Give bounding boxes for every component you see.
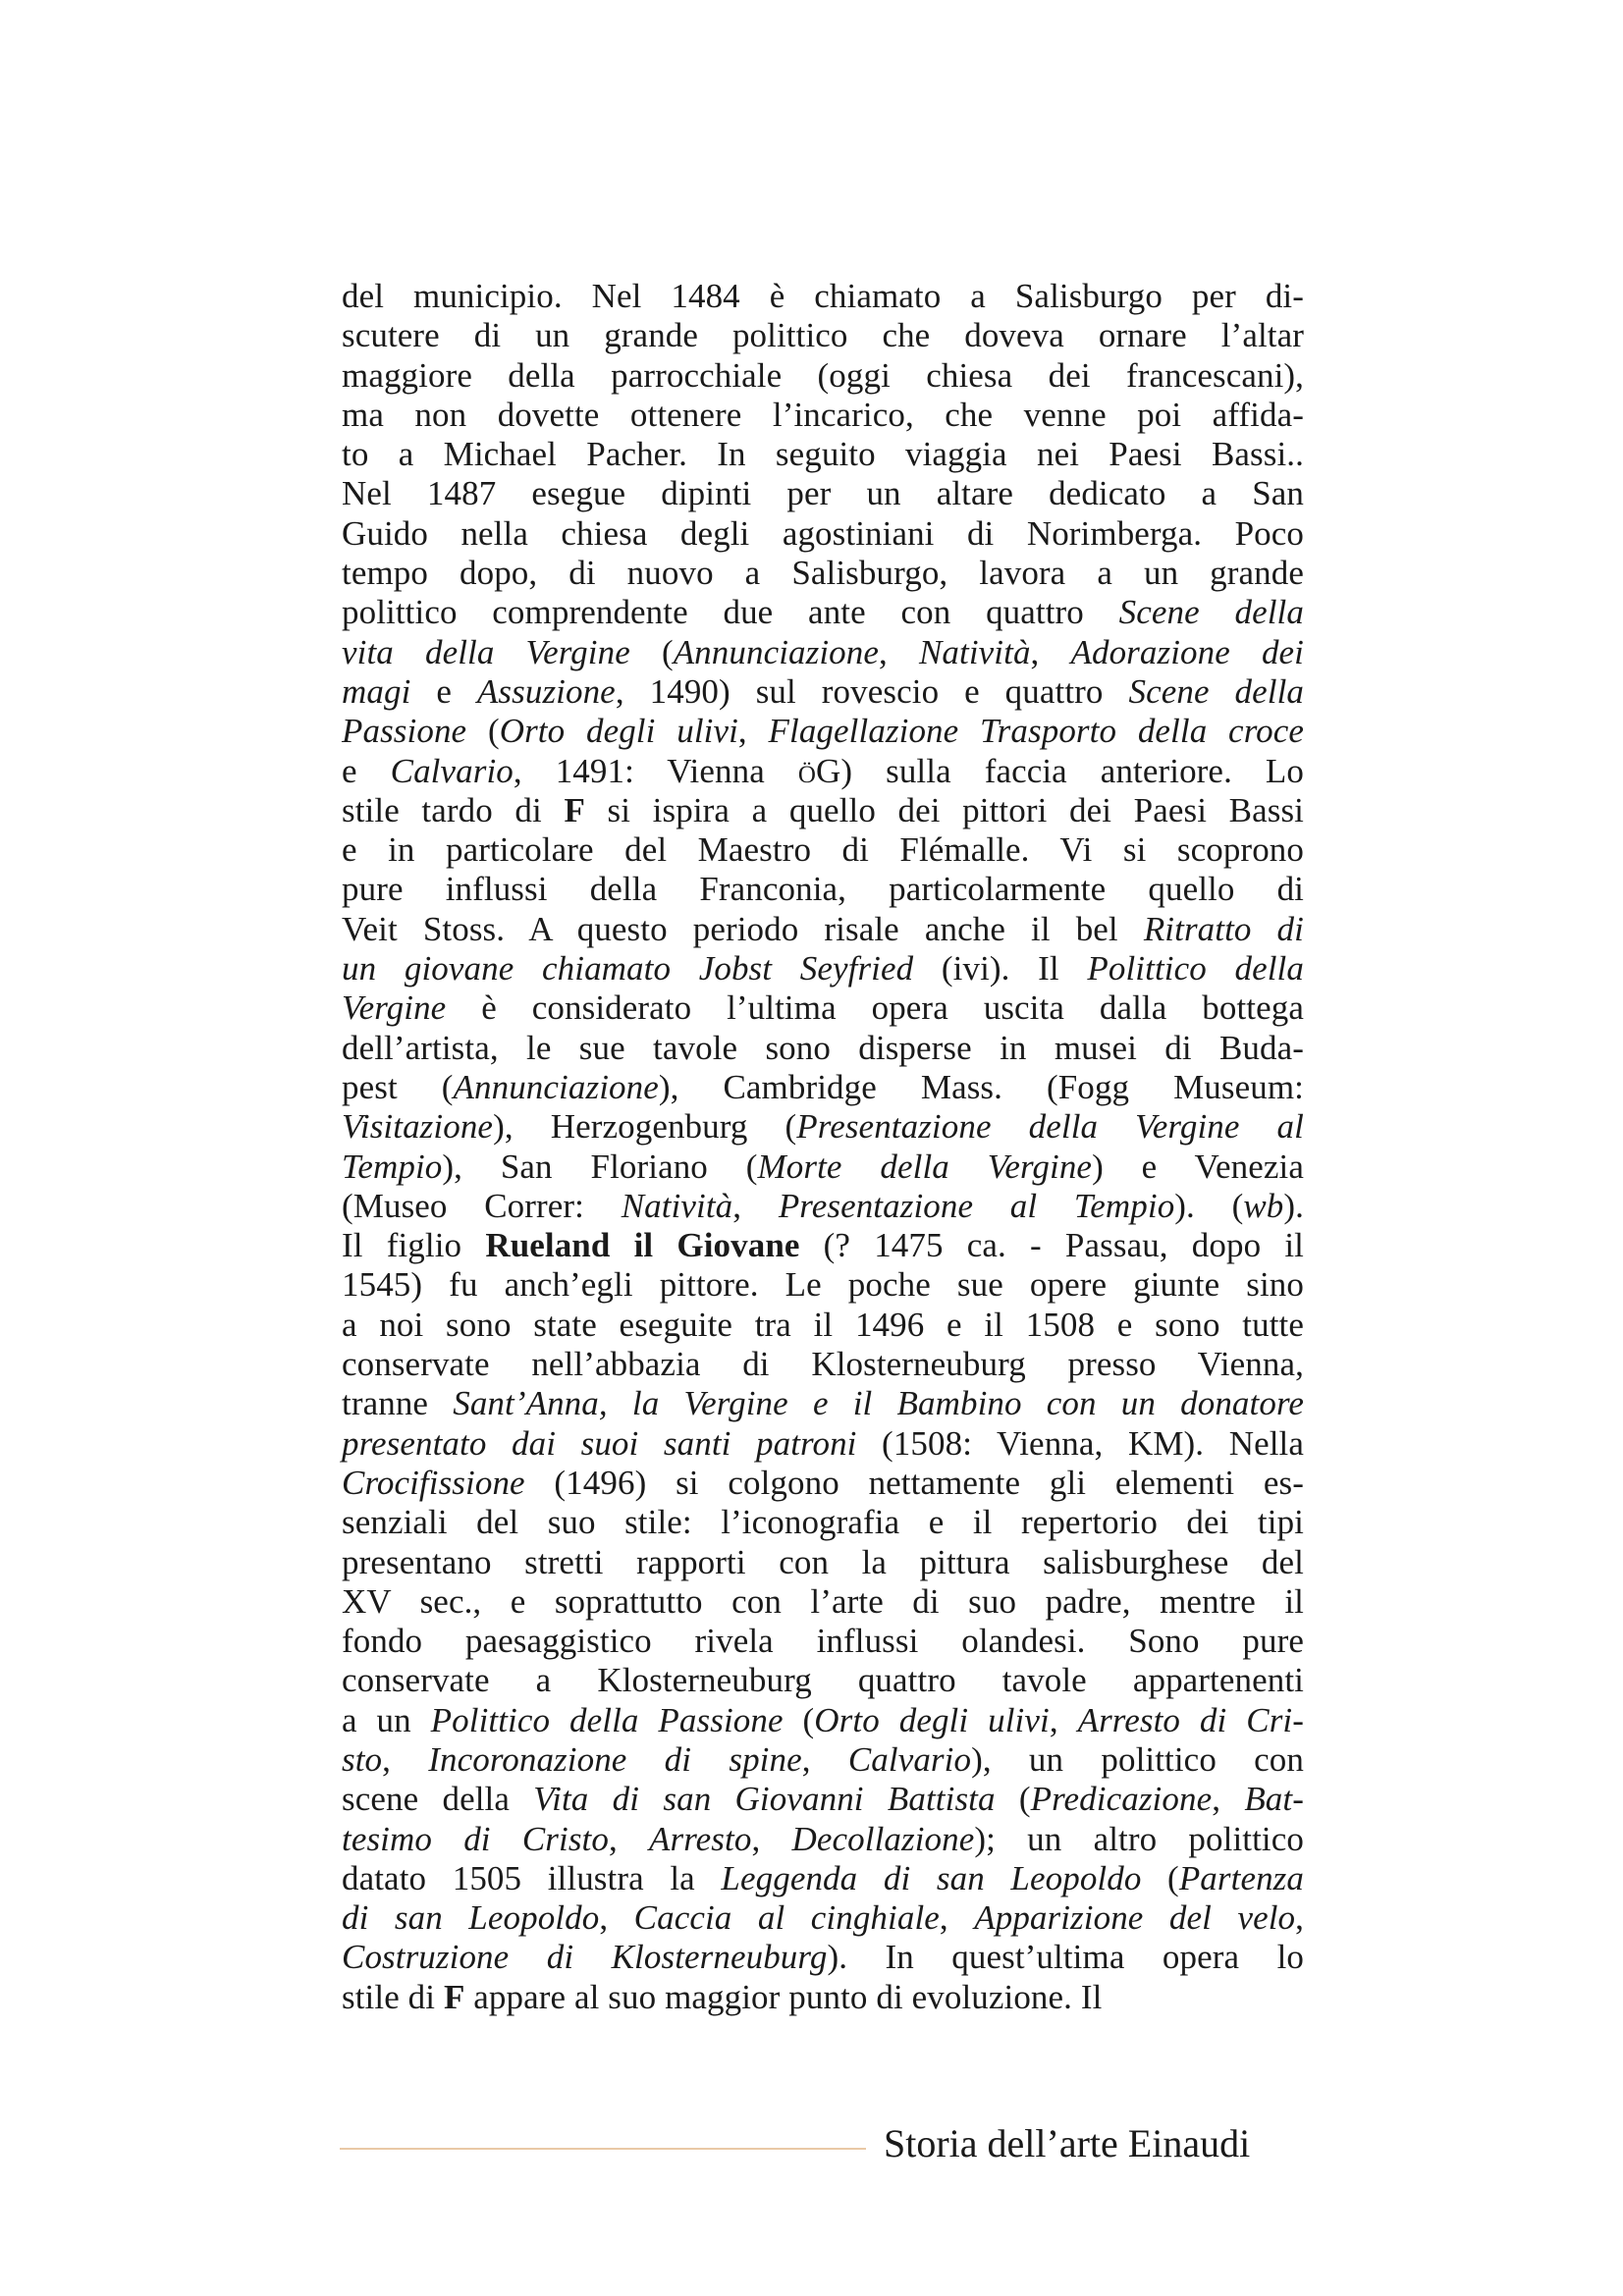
text-run: ); un altro polittico — [974, 1819, 1304, 1858]
text-run: a un — [342, 1700, 431, 1739]
italic-run: Annunciazione — [453, 1067, 659, 1106]
text-line — [342, 752, 1304, 791]
footer-publisher: Storia dell’arte Einaudi — [884, 2121, 1251, 2165]
text-run: ). ( — [1174, 1186, 1244, 1225]
text-line — [342, 554, 1304, 593]
italic-run: Polittico della Passione — [430, 1700, 784, 1739]
italic-run: Calvario — [847, 1739, 972, 1779]
bold-run: F — [443, 1977, 465, 2016]
text-line — [342, 1898, 1304, 1938]
footer-rule — [340, 2148, 866, 2150]
italic-run: Presentazione al Tempio — [778, 1186, 1175, 1225]
italic-run: Decollazione — [791, 1819, 975, 1858]
text-line — [342, 1661, 1304, 1700]
italic-run: Sant’Anna, la Vergine e il Bambino con un donatore — [453, 1384, 1305, 1423]
text-line — [342, 1543, 1304, 1582]
text-line — [342, 1938, 1304, 1977]
italic-run: Natività — [918, 632, 1031, 671]
text-line — [342, 712, 1304, 751]
italic-run: Orto degli ulivi — [814, 1700, 1050, 1739]
italic-run: magi — [342, 671, 411, 711]
italic-run: Morte della Vergine — [757, 1147, 1093, 1186]
text-line — [342, 1029, 1304, 1068]
text-run: scene della — [342, 1780, 534, 1819]
italic-run: Apparizione del velo — [974, 1898, 1296, 1938]
text-line — [342, 1107, 1304, 1147]
italic-run: Costruzione di Klosterneuburg — [342, 1938, 828, 1977]
text-line — [342, 1265, 1304, 1305]
italic-run: Crocifissione — [342, 1463, 525, 1502]
text-run: conservate nell’abbazia di Klosterneuburg presso Vienna, — [342, 1345, 1304, 1384]
italic-run: Caccia al cinghiale — [633, 1898, 940, 1938]
text-run: appare al suo maggior punto di evoluzione. Il — [464, 1977, 1103, 2016]
text-line — [342, 988, 1304, 1028]
italic-run: sto — [342, 1739, 383, 1779]
text-line — [342, 1345, 1304, 1384]
text-run: ). — [1283, 1186, 1304, 1225]
italic-run: Visitazione — [342, 1107, 494, 1147]
text-line — [342, 830, 1304, 870]
italic-run: Natività — [621, 1186, 733, 1225]
smallcaps-run: KM — [1127, 1423, 1184, 1463]
text-run: si ispira a quello dei pittori dei Paesi Bassi — [584, 790, 1304, 829]
text-run: , — [1212, 1780, 1245, 1819]
text-run: scutere di un grande polittico che doveva ornare l’altar — [342, 316, 1304, 355]
italic-run: Partenza — [1178, 1858, 1305, 1897]
text-run: stile tardo di — [342, 790, 565, 829]
text-run: ), San Floriano ( — [442, 1147, 758, 1186]
text-run: , — [382, 1739, 429, 1779]
italic-run: di san Leopoldo — [342, 1898, 600, 1938]
text-run: ), Herzogenburg ( — [493, 1107, 797, 1147]
text-line — [342, 1226, 1304, 1265]
italic-run: Scene della — [1118, 593, 1304, 632]
text-line — [342, 277, 1304, 316]
italic-run: Scene della — [1128, 671, 1304, 711]
text-run: ( — [629, 632, 674, 671]
text-line — [342, 1780, 1304, 1819]
italic-run: Calvario — [390, 751, 514, 790]
text-run: to a Michael Pacher. In seguito viaggia nei Paesi Bassi.. — [342, 435, 1304, 474]
text-line — [342, 1582, 1304, 1622]
italic-run: Annunciazione — [673, 632, 880, 671]
text-run: a noi sono state eseguite tra il 1496 e il 1508 e sono tutte — [342, 1305, 1304, 1344]
text-run: ( — [466, 712, 500, 751]
italic-run: presentato dai suoi santi patroni — [342, 1423, 857, 1463]
italic-run: Predicazione — [1030, 1780, 1213, 1819]
italic-run: Incoronazione di spine — [428, 1739, 802, 1779]
text-run: XV sec., e soprattutto con l’arte di suo padre, mentre il — [342, 1581, 1304, 1621]
text-run: , — [879, 632, 919, 671]
text-run: e — [342, 751, 391, 790]
text-run: tranne — [342, 1384, 454, 1423]
text-run: polittico comprendente due ante con quattro — [342, 593, 1119, 632]
text-run: pest ( — [342, 1067, 454, 1106]
text-line — [342, 514, 1304, 554]
text-run: ), Cambridge Mass. (Fogg Museum: — [658, 1067, 1304, 1106]
text-line — [342, 1503, 1304, 1542]
text-run: datato 1505 illustra la — [342, 1858, 722, 1897]
italic-run: Ritratto di — [1143, 909, 1304, 948]
text-line — [342, 1424, 1304, 1464]
text-line — [342, 1859, 1304, 1898]
text-run: ). In quest’ultima opera lo — [827, 1938, 1304, 1977]
text-run: (1508: Vienna, — [856, 1423, 1128, 1463]
text-run: ), un polittico con — [971, 1739, 1304, 1779]
text-run: dell’artista, le sue tavole sono disperse in musei di Buda- — [342, 1028, 1304, 1067]
italic-run: Vita di san Giovanni Battista — [533, 1780, 996, 1819]
italic-run: Arresto — [649, 1819, 752, 1858]
text-line — [342, 1820, 1304, 1859]
text-run: è considerato l’ultima opera uscita dalla bottega — [446, 988, 1304, 1028]
text-run: , — [608, 1819, 650, 1858]
text-run: e in particolare del Maestro di Flémalle. Vi si scoprono — [342, 830, 1304, 870]
text-run: , 1491: Vienna — [513, 751, 798, 790]
text-run: , — [1030, 632, 1071, 671]
italic-run: Bat- — [1244, 1780, 1304, 1819]
text-line — [342, 870, 1304, 909]
text-run: conservate a Klosterneuburg quattro tavole appartenenti — [342, 1661, 1304, 1700]
text-run: Veit Stoss. A questo periodo risale anche il bel — [342, 909, 1144, 948]
italic-run: wb — [1243, 1186, 1284, 1225]
text-line — [342, 1384, 1304, 1423]
text-run: (ivi). Il — [913, 949, 1088, 988]
italic-run: Arresto di Cri- — [1077, 1700, 1304, 1739]
text-line — [342, 396, 1304, 435]
text-run: 1545) fu anch’egli pittore. Le poche sue opere giunte sino — [342, 1265, 1304, 1305]
text-line — [342, 593, 1304, 632]
italic-run: Leggenda di san Leopoldo — [721, 1858, 1142, 1897]
italic-run: Passione — [342, 712, 467, 751]
text-run: (Museo Correr: — [342, 1186, 622, 1225]
text-line — [342, 1187, 1304, 1226]
text-run: , — [737, 712, 769, 751]
text-run: fondo paesaggistico rivela influssi olandesi. Sono pure — [342, 1622, 1304, 1661]
text-line — [342, 910, 1304, 949]
text-run: maggiore della parrocchiale (oggi chiesa dei francescani), — [342, 355, 1304, 395]
text-run: , — [1049, 1700, 1078, 1739]
text-line — [342, 1306, 1304, 1345]
text-line — [342, 356, 1304, 396]
italic-run: vita della Vergine — [342, 632, 630, 671]
text-run: ( — [783, 1700, 815, 1739]
text-run: senziali del suo stile: l’iconografia e il repertorio dei tipi — [342, 1503, 1304, 1542]
text-run: Guido nella chiesa degli agostiniani di Norimberga. Poco — [342, 513, 1304, 553]
text-run: tempo dopo, di nuovo a Salisburgo, lavora a un grande — [342, 554, 1304, 593]
text-run: , 1490) sul rovescio e quattro — [615, 671, 1129, 711]
text-run: , — [801, 1739, 848, 1779]
text-line — [342, 1148, 1304, 1187]
text-line — [342, 949, 1304, 988]
text-run: Nel 1487 esegue dipinti per un altare dedicato a San — [342, 474, 1304, 513]
text-line — [342, 1464, 1304, 1503]
bold-run: F — [564, 790, 585, 829]
italic-run: Adorazione dei — [1070, 632, 1305, 671]
text-run: ( — [1141, 1858, 1179, 1897]
text-run: , — [751, 1819, 792, 1858]
italic-run: un giovane chiamato Jobst Seyfried — [342, 949, 914, 988]
text-run: ( — [995, 1780, 1031, 1819]
text-line — [342, 316, 1304, 355]
text-run: , — [939, 1898, 975, 1938]
text-run: (? 1475 ca. - Passau, dopo il — [799, 1226, 1304, 1265]
text-run: stile di — [342, 1977, 444, 2016]
italic-run: Flagellazione Trasporto della croce — [768, 712, 1304, 751]
italic-run: Orto degli ulivi — [499, 712, 738, 751]
text-line — [342, 1622, 1304, 1661]
text-run: , — [732, 1186, 779, 1225]
text-line — [342, 435, 1304, 474]
smallcaps-run: öG — [797, 751, 841, 790]
italic-run: Tempio — [342, 1147, 443, 1186]
text-line — [342, 1068, 1304, 1107]
italic-run: Polittico della — [1087, 949, 1304, 988]
text-run: pure influssi della Franconia, particolarmente quello di — [342, 870, 1304, 909]
bold-run: Rueland il Giovane — [485, 1226, 800, 1265]
text-run: , — [599, 1898, 634, 1938]
body-text — [342, 277, 1304, 2017]
text-run: e — [410, 671, 477, 711]
text-line — [342, 1978, 1304, 2017]
text-run: presentano stretti rapporti con la pittura salisburghese del — [342, 1542, 1304, 1581]
italic-run: Vergine — [342, 988, 447, 1028]
italic-run: Assuzione — [476, 671, 616, 711]
text-run: ma non dovette ottenere l’incarico, che venne poi affida- — [342, 395, 1304, 434]
text-line — [342, 1701, 1304, 1740]
text-run: Il figlio — [342, 1226, 486, 1265]
text-run: ). Nella — [1183, 1423, 1305, 1463]
text-run: del municipio. Nel 1484 è chiamato a Salisburgo per di- — [342, 277, 1304, 315]
italic-run: Presentazione della Vergine al — [796, 1107, 1304, 1147]
text-line — [342, 633, 1304, 672]
text-line — [342, 1740, 1304, 1780]
text-run: ) e Venezia — [1092, 1147, 1304, 1186]
text-line — [342, 474, 1304, 513]
text-line — [342, 791, 1304, 830]
italic-run: tesimo di Cristo — [342, 1819, 609, 1858]
text-run: , — [1295, 1898, 1304, 1938]
text-line — [342, 672, 1304, 712]
text-run: ) sulla faccia anteriore. Lo — [840, 751, 1304, 790]
text-run: (1496) si colgono nettamente gli elementi es- — [524, 1463, 1304, 1502]
